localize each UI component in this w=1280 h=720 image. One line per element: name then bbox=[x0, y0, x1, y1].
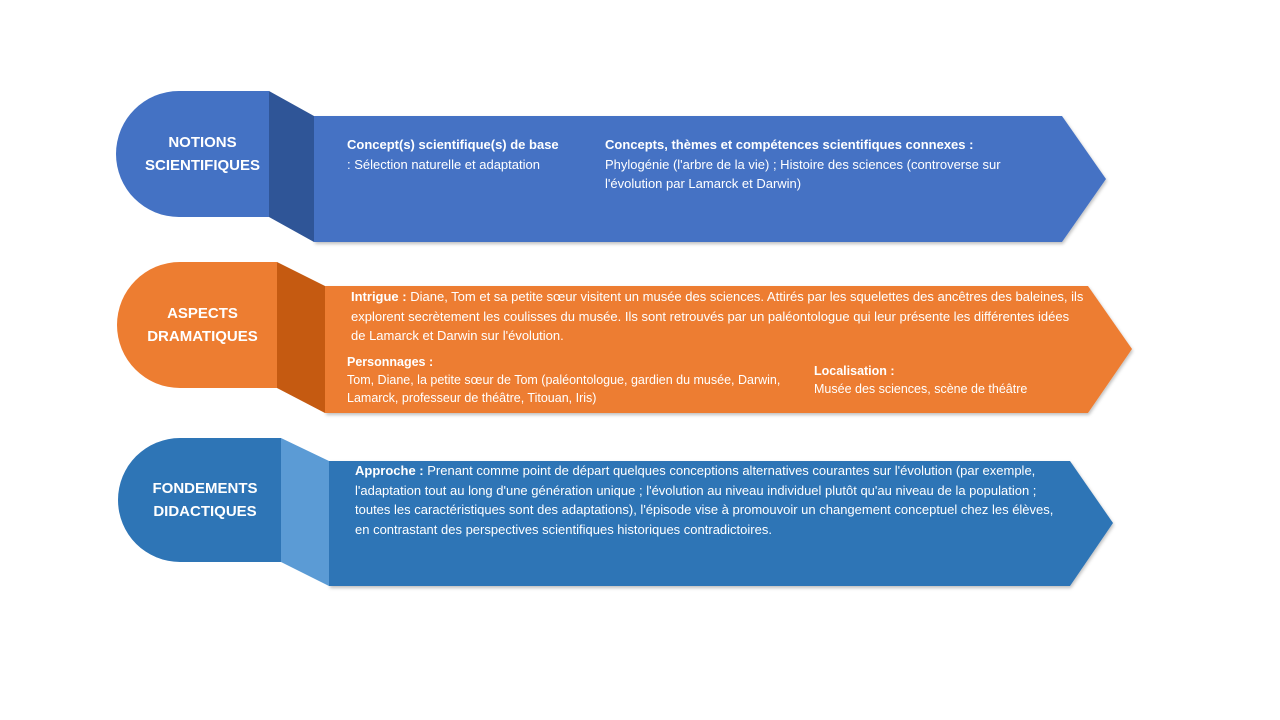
row2-intrigue bbox=[351, 287, 1086, 346]
row2-localisation bbox=[814, 362, 1074, 398]
row3-title-line2: DIDACTIQUES bbox=[153, 503, 257, 520]
row1-col2 bbox=[605, 135, 1060, 194]
row2-intrigue-heading: Intrigue : bbox=[351, 289, 407, 304]
row1-col1-heading: Concept(s) scientifique(s) de base bbox=[347, 137, 559, 152]
row3-title-line1: FONDEMENTS bbox=[152, 480, 258, 497]
row1-title bbox=[120, 91, 285, 217]
row2-personnages-heading: Personnages : bbox=[347, 355, 434, 369]
row2-personnages bbox=[347, 353, 787, 407]
row2-intrigue-text: Diane, Tom et sa petite sœur visitent un musée des sciences. Attirés par les squelettes des ancêtres des baleines, ils explorent secrètement les coulisses du musée. Ils sont retrouvés par un paléontologue qui leur présente les différentes idées de Lamarck et Darwin sur l'évolution. bbox=[351, 289, 1084, 343]
row1-col1 bbox=[347, 135, 582, 174]
row1-title-line1: NOTIONS bbox=[168, 134, 237, 151]
row1-col2-heading: Concepts, thèmes et compétences scientifiques connexes : bbox=[605, 137, 974, 152]
row1-col2-text: Phylogénie (l'arbre de la vie) ; Histoire des sciences (controverse sur l'évolution par Lamarck et Darwin) bbox=[605, 156, 1001, 191]
row3-title bbox=[120, 438, 290, 562]
row1-title-line2-text: SCIENTIFIQUES bbox=[144, 157, 260, 174]
row2-personnages-text: Tom, Diane, la petite sœur de Tom (paléontologue, gardien du musée, Darwin, Lamarck, professeur de théâtre, Titouan, Iris) bbox=[347, 373, 781, 405]
row1-col1-text: : Sélection naturelle et adaptation bbox=[347, 156, 540, 172]
row2-title bbox=[120, 262, 285, 388]
row2-localisation-heading: Localisation : bbox=[814, 364, 895, 378]
row2-localisation-text: Musée des sciences, scène de théâtre bbox=[814, 382, 1028, 396]
row2-title-line1: ASPECTS bbox=[167, 305, 238, 322]
row2-title-line2: DRAMATIQUES bbox=[147, 328, 258, 345]
row3-approche-text: Prenant comme point de départ quelques conceptions alternatives courantes sur l'évolution (par exemple, l'adaptation tout au long d'une génération unique ; l'évolution au niveau individuel plutôt qu'au niveau de la population ; toutes les caractéristiques sont des adaptations), l'épisode vise à promouvoir un changement conceptuel chez les élèves, en contrastant des perspectives scientifiques historiques contradictoires. bbox=[355, 463, 1054, 537]
row3-approche bbox=[355, 461, 1070, 539]
row3-approche-heading: Approche : bbox=[355, 463, 424, 478]
